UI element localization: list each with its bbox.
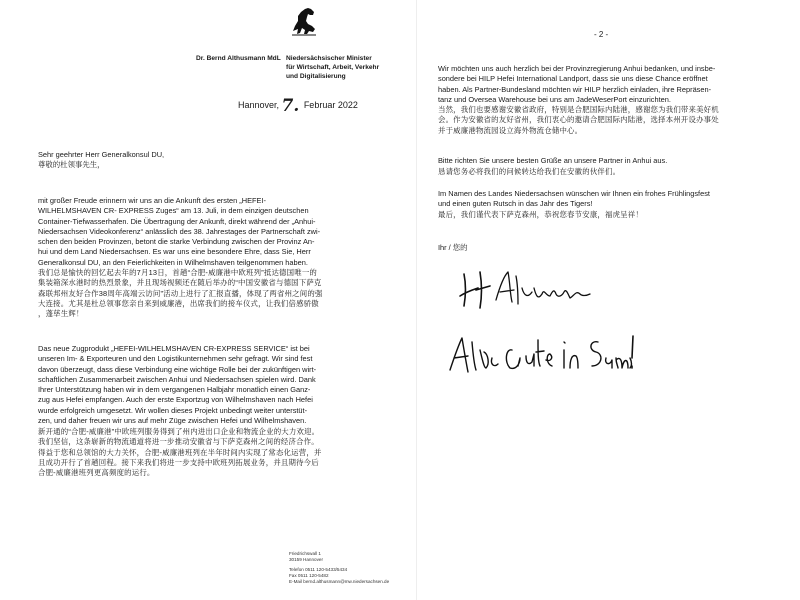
closing xyxy=(438,243,468,253)
paragraph-3-de xyxy=(438,64,715,105)
text-line: Generalkonsul DU, an den Feierlichkeiten in Wilhelmshaven teilgenommen haben. xyxy=(38,257,308,267)
lower-saxony-horse-logo xyxy=(290,6,318,36)
signature xyxy=(458,266,598,314)
text-line: sondere bei HILP Hefei International Landport, dass sie uns diese Chance eröffnet xyxy=(438,74,708,84)
footer-line: 30159 Hannover xyxy=(289,557,323,562)
paragraph-4-de xyxy=(438,156,667,166)
text-line: 且成功开行了首趟回程。接下来我们将进一步支持中欧班列拓展业务，并且期待今后 xyxy=(38,457,319,467)
footer-line: Fax 0511 120-5482 xyxy=(289,573,329,578)
text-line: 得益于您和总领馆的大力关怀，合肥-威廉港班列在半年时间内实现了常态化运营，并 xyxy=(38,447,322,457)
text-line: 森联邦州友好合作38周年高端云访问”活动上进行了汇报直播，体现了两省州之间的强 xyxy=(38,288,323,298)
text-line: 最后，我们谨代表下萨克森州，恭祝您春节安康，福虎呈祥！ xyxy=(438,210,643,219)
text-line: 我们坚信，这条崭新的物流通道将进一步推动安徽省与下萨克森州之间的经济合作。 xyxy=(38,437,319,447)
page-number: - 2 - xyxy=(594,30,609,39)
text-line: davon überzeugt, dass diese Verbindung eine wichtige Rolle bei der zukünftigen wirt- xyxy=(38,364,317,374)
date-city: Hannover, xyxy=(238,100,280,110)
text-line: tanz und Oversea Warehouse bei uns am JadeWeserPort einzurichten. xyxy=(438,94,671,104)
date-month-year: Februar 2022 xyxy=(303,100,358,110)
paragraph-4-zh xyxy=(438,167,620,177)
text-line: 当然，我们也要感谢安徽省政府，特别是合肥国际内陆港，感谢您为我们带来美好机 xyxy=(438,105,719,114)
text-line: hui und dem Land Niedersachsen. Es war uns eine besondere Ehre, dass Sie, Herr xyxy=(38,247,311,257)
text-line: 并于威廉港物流园设立海外物流仓储中心。 xyxy=(438,125,583,135)
text-line: und einen guten Rutsch in das Jahr des Tigers! xyxy=(438,199,593,209)
text-line: Container-Tiefwasserhafen. Die Übertragung der Ankunft, direkt während der „Anhui- xyxy=(38,216,316,226)
letterhead-title-line: Niedersächsischer Minister xyxy=(286,55,372,62)
date-line xyxy=(238,96,358,116)
text-line: 我们总是愉快的回忆起去年的7月13日，首趟“合肥-威廉港中欧班列”抵达德国唯一的 xyxy=(38,268,317,277)
footer-line: E-Mail bernd.althusmann@mw.niedersachsen.de xyxy=(289,579,390,584)
text-line: unseren Im- & Exporteuren und den Logistikunternehmen sehr gefragt. Wir sind fest xyxy=(38,354,313,364)
text-line: Im Namen des Landes Niedersachsen wünschen wir Ihnen ein frohes Frühlingsfest xyxy=(438,189,710,198)
letterhead-author: Dr. Bernd Althusmann MdL xyxy=(196,55,281,62)
text-line: Wir möchten uns auch herzlich bei der Provinzregierung Anhui bedanken, und insbe- xyxy=(438,64,716,73)
letterhead-title-line: und Digitalisierung xyxy=(286,73,346,80)
address-footer xyxy=(289,551,389,585)
text-line: schen den beiden Provinzen, betont die starke Verbindung zwischen der Provinz An- xyxy=(38,237,315,247)
salutation-de: Sehr geehrter Herr Generalkonsul DU, xyxy=(38,150,165,159)
letterhead xyxy=(196,54,411,81)
paragraph-5-zh xyxy=(438,210,643,220)
text-line: zen, und daher freuen wir uns auf mehr Züge zwischen Hefei und Wilhelmshaven. xyxy=(38,416,307,426)
paragraph-2-zh xyxy=(38,427,322,478)
text-line: 合肥-威廉港班列更高频度的运行。 xyxy=(38,468,155,478)
text-line: haben. Als Partner-Bundesland möchten wir HILP herzlich einladen, ihre Repräsen- xyxy=(438,84,712,94)
footer-line: Friedrichswall 1 xyxy=(289,551,321,556)
letterhead-title xyxy=(286,54,411,81)
handwritten-note xyxy=(446,328,636,380)
text-line: 恳请您务必将我们的问候转达给我们在安徽的伙伴们。 xyxy=(438,167,621,176)
text-line: Bitte richten Sie unsere besten Grüße an unsere Partner in Anhui aus. xyxy=(438,156,668,165)
text-line: Niedersachsen Videokonferenz“ anlässlich des 38. Jahrestages der Partnerschaft zwi- xyxy=(38,226,321,236)
text-line: mit großer Freude erinnern wir uns an die Ankunft des ersten „HEFEI- xyxy=(38,196,266,205)
text-line: 会。作为安徽省的友好省州，我们衷心的邀请合肥国际内陆港，选择本州开设办事处 xyxy=(438,115,719,125)
text-line: wurde erfolgreich umgesetzt. Wir wollen dieses Projekt unbedingt weiter unterstüt- xyxy=(38,405,308,415)
paragraph-3-zh xyxy=(438,105,719,136)
text-line: 大连接。尤其是杜总领事您亲自来到威廉港，出席我们的接车仪式，让我们倍感骄傲 xyxy=(38,298,319,308)
salutation-zh: 尊敬的杜领事先生， xyxy=(38,160,105,170)
paragraph-5-de xyxy=(438,189,710,210)
paragraph-1-de xyxy=(38,196,320,268)
paragraph-1-zh xyxy=(38,268,323,319)
text-line: 集装箱深水港时的热烈景象，并且现场视频还在随后举办的“中国安徽省与德国下萨克 xyxy=(38,278,322,288)
text-line: WILHELMSHAVEN CR- EXPRESS Zuges“ am 13. Juli, in dem einzigen deutschen xyxy=(38,206,309,216)
paragraph-2-de xyxy=(38,344,316,426)
closing-text: Ihr / 您的 xyxy=(438,243,468,252)
date-day-handwritten: 7. xyxy=(281,96,300,116)
text-line: Das neue Zugprodukt „HEFEI-WILHELMSHAVEN CR-EXPRESS SERVICE“ ist bei xyxy=(38,344,310,353)
footer-line: Telefon 0511 120-5433/5434 xyxy=(289,567,348,572)
text-line: schaftlichen Zusammenarbeit zwischen Anhui und Niedersachsen spielen wird. Dank xyxy=(38,374,316,384)
letterhead-title-line: für Wirtschaft, Arbeit, Verkehr xyxy=(286,64,380,71)
text-line: zug aus Hefei empfangen. Auch der erste Exportzug von Wilhelmshaven nach Hefei xyxy=(38,395,313,405)
salutation xyxy=(38,150,164,171)
text-line: 新开通的“合肥-威廉港”中欧班列服务得到了州内进出口企业和物流企业的大力欢迎。 xyxy=(38,427,320,436)
text-line: ，蓬荜生辉！ xyxy=(38,309,84,319)
text-line: Ihrer Unterstützung haben wir in dem vergangenen Halbjahr monatlich einen Ganz- xyxy=(38,385,311,395)
